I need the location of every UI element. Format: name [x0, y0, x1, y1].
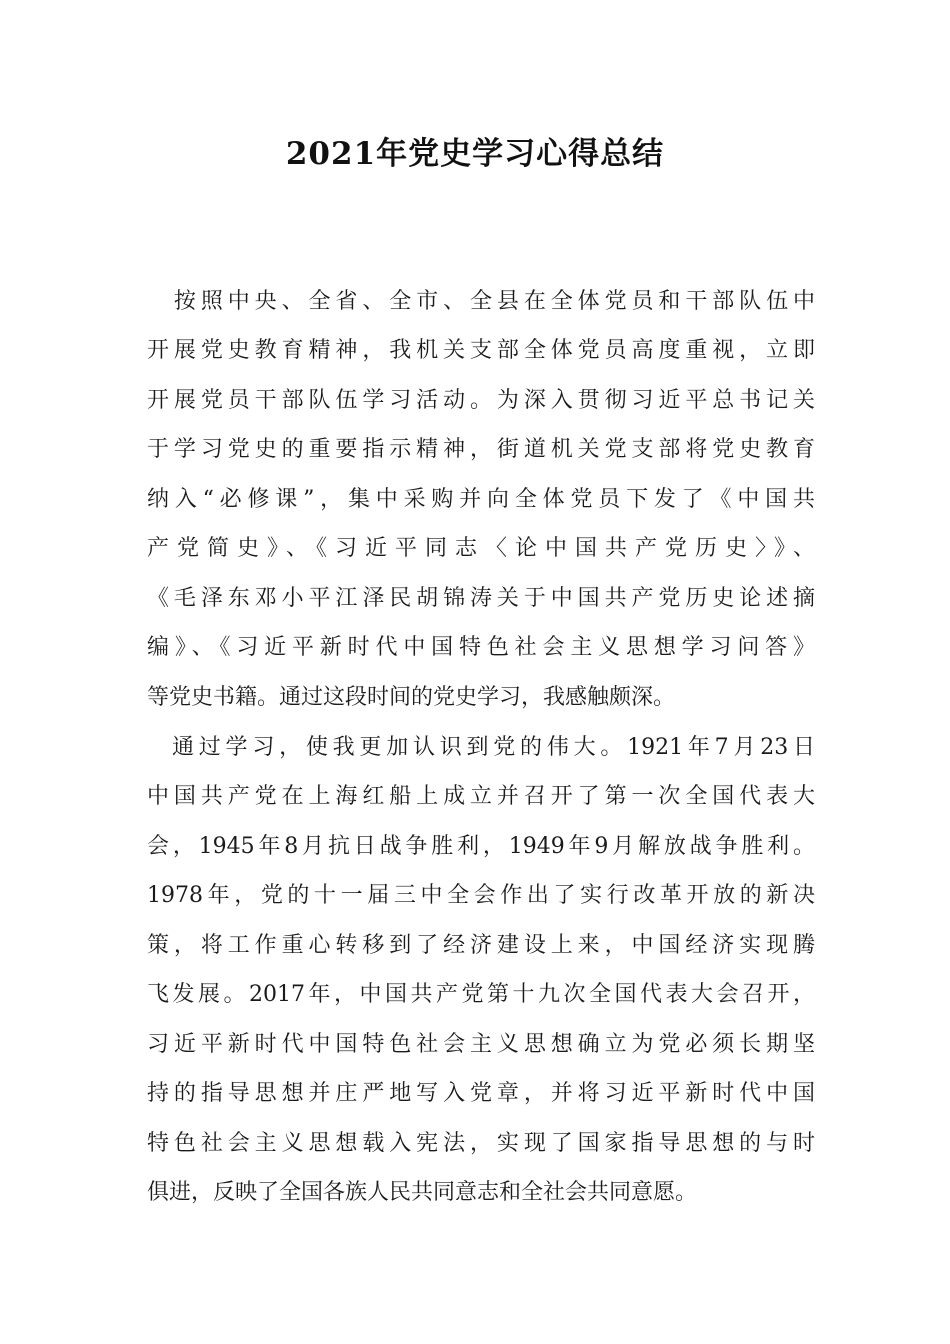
text-line: 产党简史》、《习近平同志〈论中国共产党历史〉》、 [147, 536, 815, 561]
text-line: 纳入“必修课”，集中采购并向全体党员下发了《中国共 [147, 487, 815, 512]
text-line: 飞发展。2017年，中国共产党第十九次全国代表大会召开， [147, 982, 815, 1007]
text-line: 开展党史教育精神，我机关支部全体党员高度重视，立即 [147, 338, 815, 363]
text-line: 会，1945年8月抗日战争胜利，1949年9月解放战争胜利。 [147, 834, 815, 859]
text-line: 于学习党史的重要指示精神，街道机关党支部将党史教育 [147, 437, 815, 462]
text-line: 中国共产党在上海红船上成立并召开了第一次全国代表大 [147, 784, 815, 809]
text-line: 策，将工作重心转移到了经济建设上来，中国经济实现腾 [147, 933, 815, 958]
text-line: 编》、《习近平新时代中国特色社会主义思想学习问答》 [147, 635, 815, 660]
text-line: 等党史书籍。通过这段时间的党史学习，我感触颇深。 [147, 685, 676, 710]
text-line: 《毛泽东邓小平江泽民胡锦涛关于中国共产党历史论述摘 [147, 586, 815, 611]
text-line: 俱进，反映了全国各族人民共同意志和全社会共同意愿。 [147, 1180, 698, 1205]
text-line: 通过学习，使我更加认识到党的伟大。1921年7月23日 [172, 735, 815, 760]
text-line: 开展党员干部队伍学习活动。为深入贯彻习近平总书记关 [147, 388, 815, 413]
document-title: 2021年党史学习心得总结 [285, 136, 665, 172]
text-line: 1978年，党的十一届三中全会作出了实行改革开放的新决 [147, 883, 815, 908]
text-line: 习近平新时代中国特色社会主义思想确立为党必须长期坚 [147, 1032, 815, 1057]
text-line: 持的指导思想并庄严地写入党章，并将习近平新时代中国 [147, 1081, 815, 1106]
text-line: 按照中央、全省、全市、全县在全体党员和干部队伍中 [147, 289, 815, 314]
text-line: 特色社会主义思想载入宪法，实现了国家指导思想的与时 [147, 1131, 815, 1156]
